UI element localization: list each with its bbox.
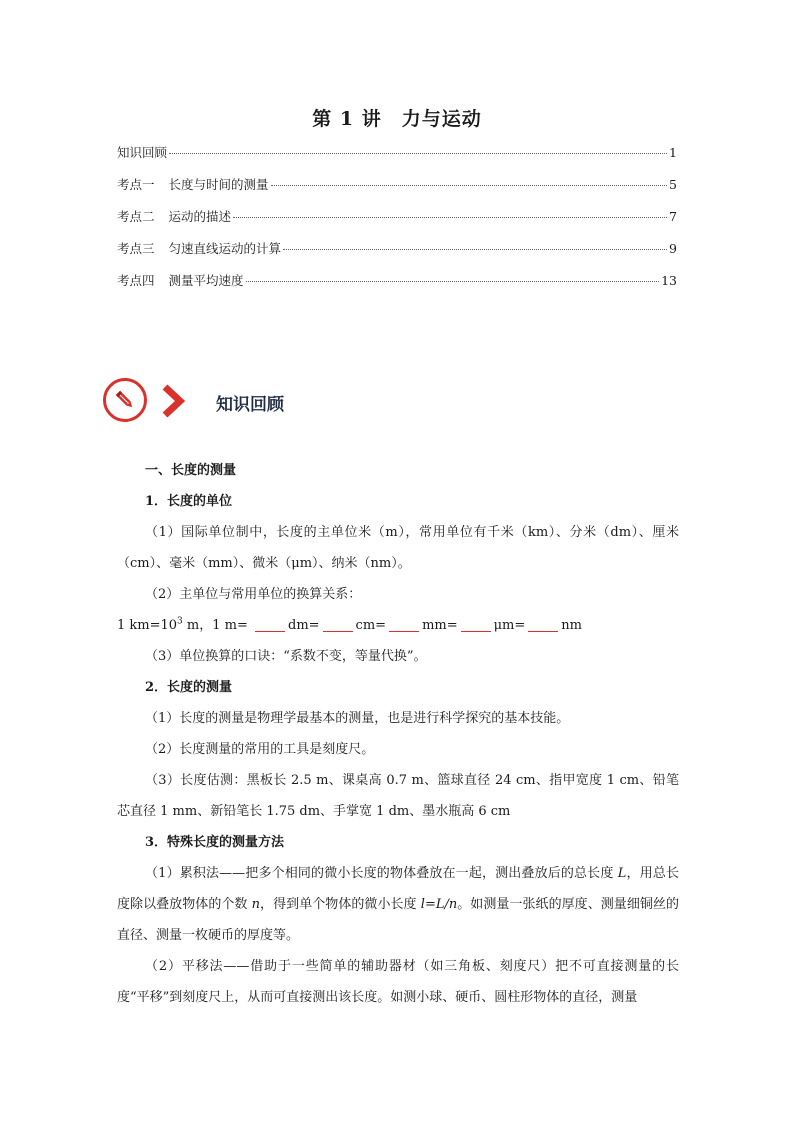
section-title: 知识回顾 <box>216 395 284 415</box>
paragraph: （2）主单位与常用单位的换算关系： <box>145 587 362 602</box>
heading-special-methods: 3．特殊长度的测量方法 <box>145 835 285 850</box>
toc-topic: 长度与时间的测量 <box>168 177 269 192</box>
fill-blank[interactable] <box>461 617 491 632</box>
page-title: 第 1 讲 力与运动 <box>312 108 482 130</box>
toc-leader <box>246 281 660 282</box>
heading-length-measure: 2．长度的测量 <box>145 680 233 695</box>
text: 。如测量一张纸的厚度、测量细铜丝的直径、测量一枚硬币的厚度等。 <box>117 897 679 943</box>
fill-blank[interactable] <box>528 617 558 632</box>
conversion-line <box>117 610 679 641</box>
text: （1）累积法——把多个相同的微小长度的物体叠放在一起，测出叠放后的总长度 <box>145 866 618 881</box>
toc-page: 1 <box>669 145 677 160</box>
symbol: n <box>251 897 261 912</box>
toc-entry-4[interactable] <box>117 271 677 303</box>
toc-topic: 测量平均速度 <box>168 273 244 288</box>
paragraph: （3）长度估测：黑板长 2.5 m、课桌高 0.7 m、篮球直径 24 cm、指甲宽度 1 cm、铅笔芯直径 1 mm、新铅笔长 1.75 dm、手掌宽 1 dm、墨水瓶高 6 cm <box>117 773 679 819</box>
toc-leader <box>233 217 667 218</box>
toc-page: 7 <box>669 209 677 224</box>
toc-leader <box>271 185 668 186</box>
unit-text: cm= <box>355 618 387 633</box>
toc-entry-3[interactable] <box>117 239 677 271</box>
document-body <box>117 455 679 1013</box>
toc-leader <box>283 249 667 250</box>
heading-length-unit: 1．长度的单位 <box>145 494 233 509</box>
text: ，用总长度除以叠放物体的个数 <box>117 866 679 912</box>
toc-label: 考点一 <box>117 177 155 192</box>
formula: l=L/n <box>420 897 458 912</box>
toc-entry-2[interactable] <box>117 207 677 239</box>
pencil-icon <box>103 378 147 422</box>
conversion-text: 1 km=10 <box>117 618 178 633</box>
toc-page: 13 <box>661 273 677 288</box>
toc-label: 考点四 <box>117 273 155 288</box>
fill-blank[interactable] <box>323 617 353 632</box>
section-header <box>103 378 583 428</box>
toc-label: 考点三 <box>117 241 155 256</box>
paragraph: （1）国际单位制中，长度的主单位米（m），常用单位有千米（km）、分米（dm）、厘米（cm）、毫米（mm）、微米（μm）、纳米（nm）。 <box>117 525 679 571</box>
fill-blank[interactable] <box>389 617 419 632</box>
toc-entry-1[interactable] <box>117 175 677 207</box>
conversion-text: m，1 m= <box>182 618 252 633</box>
paragraph: （3）单位换算的口诀：“系数不变，等量代换”。 <box>145 649 427 664</box>
unit-text: mm= <box>422 618 458 633</box>
unit-text: μm= <box>493 618 526 633</box>
toc-topic: 匀速直线运动的计算 <box>168 241 282 256</box>
toc-topic: 运动的描述 <box>168 209 232 224</box>
toc-page: 9 <box>669 241 677 256</box>
toc-leader <box>169 153 667 154</box>
paragraph: （2）平移法——借助于一些简单的辅助器材（如三角板、刻度尺）把不可直接测量的长度“平移”到刻度尺上，从而可直接测出该长度。如测小球、硬币、圆柱形物体的直径，测量 <box>117 959 679 1005</box>
unit-text: nm <box>561 618 582 633</box>
text: ，得到单个物体的微小长度 <box>260 897 421 912</box>
chevron-right-icon <box>160 384 186 418</box>
toc-page: 5 <box>669 177 677 192</box>
toc-label: 考点二 <box>117 209 155 224</box>
toc-label: 知识回顾 <box>117 145 168 160</box>
exponent: 3 <box>177 616 183 627</box>
heading-length-measurement: 一、长度的测量 <box>145 463 237 478</box>
paragraph: （2）长度测量的常用的工具是刻度尺。 <box>145 742 375 757</box>
toc-entry-review[interactable] <box>117 143 677 175</box>
fill-blank[interactable] <box>255 617 285 632</box>
paragraph <box>117 858 679 951</box>
symbol: L <box>617 866 627 881</box>
unit-text: dm= <box>288 618 320 633</box>
table-of-contents <box>117 143 677 303</box>
paragraph: （1）长度的测量是物理学最基本的测量，也是进行科学探究的基本技能。 <box>145 711 570 726</box>
